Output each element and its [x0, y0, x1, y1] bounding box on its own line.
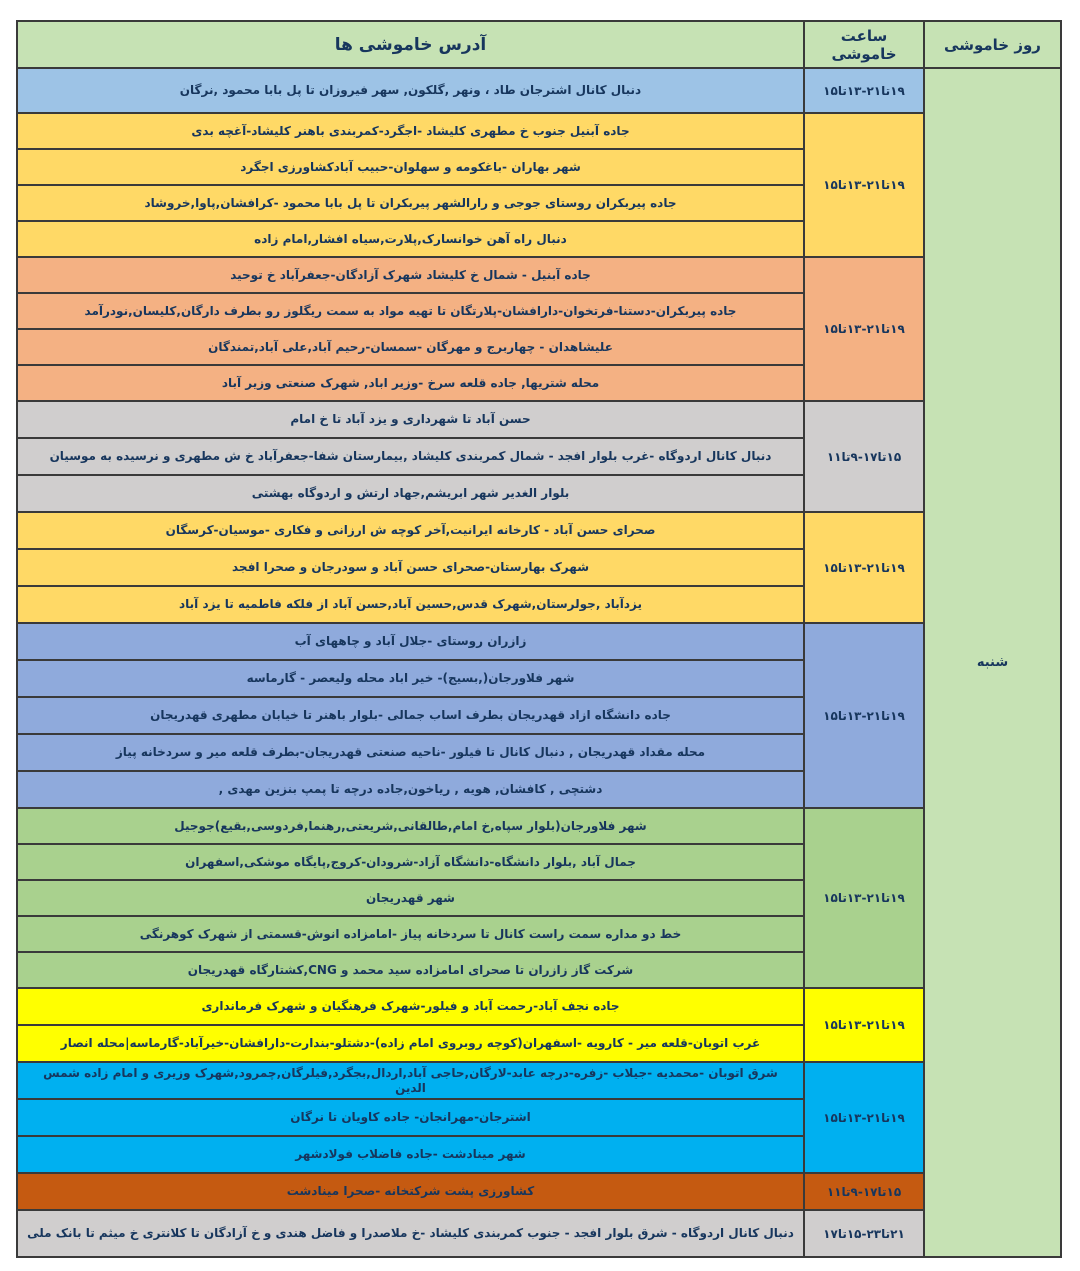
table-row	[17, 68, 1061, 113]
table-row	[17, 512, 1061, 549]
day-cell: شنبه	[924, 68, 1061, 1257]
address-cell: محله مقداد قهدریجان , دنبال کانال تا فیلور -ناحیه صنعتی قهدریجان-بطرف قلعه میر و سردخانه پیاز	[17, 734, 804, 771]
table-row	[17, 257, 1061, 293]
address-cell: جاده دانشگاه ازاد قهدریجان بطرف اساب جمالی -بلوار باهنر تا خیابان مطهری قهدریجان	[17, 697, 804, 734]
table-row	[17, 988, 1061, 1025]
hours-cell: ۱۹تا۲۱‏-‏۱۳تا۱۵	[804, 257, 924, 401]
header-hour: ساعت خاموشی	[804, 21, 924, 68]
address-cell: شهر فلاورجان(بلوار سپاه,خ امام,طالقانی,شریعتی,رهنما,فردوسی,بقیع)جوجیل	[17, 808, 804, 844]
table-row	[17, 808, 1061, 844]
address-cell: دنبال کانال اردوگاه -غرب بلوار افجد - شمال کمربندی کلیشاد ,بیمارستان شفا-جعفرآباد خ ش مطهری و نرسیده به موسیان	[17, 438, 804, 475]
address-cell: شهر مینادشت -جاده فاضلاب فولادشهر	[17, 1136, 804, 1173]
address-cell: جاده پیربکران-دستنا-فرتخوان-دارافشان-پلارتگان تا تهیه مواد به سمت ریگلوز رو بطرف دارگان,کلیسان,نودرآمد	[17, 293, 804, 329]
hours-cell: ۱۹تا۲۱‏-‏۱۳تا۱۵	[804, 68, 924, 113]
address-cell: علیشاهدان - چهاربرج و مهرگان -سمسان-رحیم آباد,علی آباد,تمندگان	[17, 329, 804, 365]
address-cell: جاده نجف آباد-رحمت آباد و فیلور-شهرک فرهنگیان و شهرک فرمانداری	[17, 988, 804, 1025]
address-cell: محله شتریها, جاده قلعه سرخ -وزیر اباد, شهرک صنعتی وزیر آباد	[17, 365, 804, 401]
address-cell: یزدآباد ,جولرستان,شهرک قدس,حسین آباد,حسن آباد از فلکه فاطمیه تا یزد آباد	[17, 586, 804, 623]
address-cell: شهر قهدریجان	[17, 880, 804, 916]
hours-cell: ۲۱تا۲۳‏-‏۱۵تا۱۷	[804, 1210, 924, 1257]
table-row	[17, 1210, 1061, 1257]
address-cell: زازران روستای -جلال آباد و چاههای آب	[17, 623, 804, 660]
table-row	[17, 1062, 1061, 1099]
address-cell: دنبال کانال اردوگاه - شرق بلوار افجد - جنوب کمربندی کلیشاد -خ ملاصدرا و فاضل هندی و خ آزادگان تا کلانتری خ میثم تا بانک ملی	[17, 1210, 804, 1257]
address-cell: حسن آباد تا شهرداری و یزد آباد تا خ امام	[17, 401, 804, 438]
address-cell: غرب اتوبان-قلعه میر - کارویه -اسفهران(کوچه روبروی امام زاده)-دشتلو-بندارت-دارافشان-خیرآباد-گارماسه|محله انصار	[17, 1025, 804, 1062]
hours-cell: ۱۵تا۱۷‏-‏۹تا۱۱	[804, 401, 924, 512]
address-cell: دنبال راه آهن خوانسارک,پلارت,سیاه افشار,امام زاده	[17, 221, 804, 257]
hours-cell: ۱۹تا۲۱‏-‏۱۳تا۱۵	[804, 623, 924, 808]
address-cell: جاده پیربکران روستای جوجی و رارالشهر پیربکران تا پل بابا محمود -کرافشان,پاوا,خروشاد	[17, 185, 804, 221]
table-row	[17, 1173, 1061, 1210]
address-cell: شهر بهاران -باغکومه و سهلوان-حبیب آبادکشاورزی اجگرد	[17, 149, 804, 185]
address-cell: دشتچی , کافشان, هویه , ریاخون,جاده درچه تا پمپ بنزین مهدی ,	[17, 771, 804, 808]
address-cell: اشترجان-مهرانجان- جاده کاویان تا نرگان	[17, 1099, 804, 1136]
outage-schedule-table	[16, 20, 1062, 1258]
address-cell: جمال آباد ,بلوار دانشگاه-دانشگاه آزاد-شرودان-کروج,پایگاه موشکی,اسفهران	[17, 844, 804, 880]
table-row	[17, 401, 1061, 438]
header-row	[17, 21, 1061, 68]
address-cell: بلوار الغدیر شهر ابریشم,جهاد ارتش و اردوگاه بهشتی	[17, 475, 804, 512]
address-cell: شهرک بهارستان-صحرای حسن آباد و سودرجان و صحرا افجد	[17, 549, 804, 586]
hours-cell: ۱۵تا۱۷‏-‏۹تا۱۱	[804, 1173, 924, 1210]
table-row	[17, 623, 1061, 660]
address-cell: شرق اتوبان -محمدیه -جیلاب -زفره-درچه عابد-لارگان,حاجی آباد,اردال,بجگرد,فیلرگان,چمرود,شهرک وزیری و امام زاده شمس الدین	[17, 1062, 804, 1099]
header-address: آدرس خاموشی ها	[17, 21, 804, 68]
address-cell: جاده آبنیل جنوب خ مطهری کلیشاد -اجگرد-کمربندی باهنر کلیشاد-آغچه بدی	[17, 113, 804, 149]
header-day: روز خاموشی	[924, 21, 1061, 68]
address-cell: کشاورزی پشت شرکتخانه -صحرا مینادشت	[17, 1173, 804, 1210]
table-row	[17, 113, 1061, 149]
hours-cell: ۱۹تا۲۱‏-‏۱۳تا۱۵	[804, 113, 924, 257]
hours-cell: ۱۹تا۲۱‏-‏۱۳تا۱۵	[804, 1062, 924, 1173]
address-cell: شرکت گاز زازران تا صحرای امامزاده سید محمد و CNG,کشتارگاه قهدریجان	[17, 952, 804, 988]
address-cell: صحرای حسن آباد - کارخانه ایرانیت,آخر کوچه ش ارزانی و فکاری -موسیان-کرسگان	[17, 512, 804, 549]
hours-cell: ۱۹تا۲۱‏-‏۱۳تا۱۵	[804, 988, 924, 1062]
hours-cell: ۱۹تا۲۱‏-‏۱۳تا۱۵	[804, 808, 924, 988]
hours-cell: ۱۹تا۲۱‏-‏۱۳تا۱۵	[804, 512, 924, 623]
address-cell: شهر فلاورجان(,بسیج)- خیر اباد محله ولیعصر - گارماسه	[17, 660, 804, 697]
address-cell: دنبال کانال اشترجان طاد ، ونهر ,گلکون, سهر فیروزان تا پل بابا محمود ,نرگان	[17, 68, 804, 113]
outage-schedule-table-wrapper	[18, 20, 1062, 1258]
address-cell: جاده آبنیل - شمال خ کلیشاد شهرک آزادگان-جعفرآباد خ توحید	[17, 257, 804, 293]
address-cell: خط دو مداره سمت راست کانال تا سردخانه پیاز -امامزاده انوش-قسمتی از شهرک کوهرنگی	[17, 916, 804, 952]
